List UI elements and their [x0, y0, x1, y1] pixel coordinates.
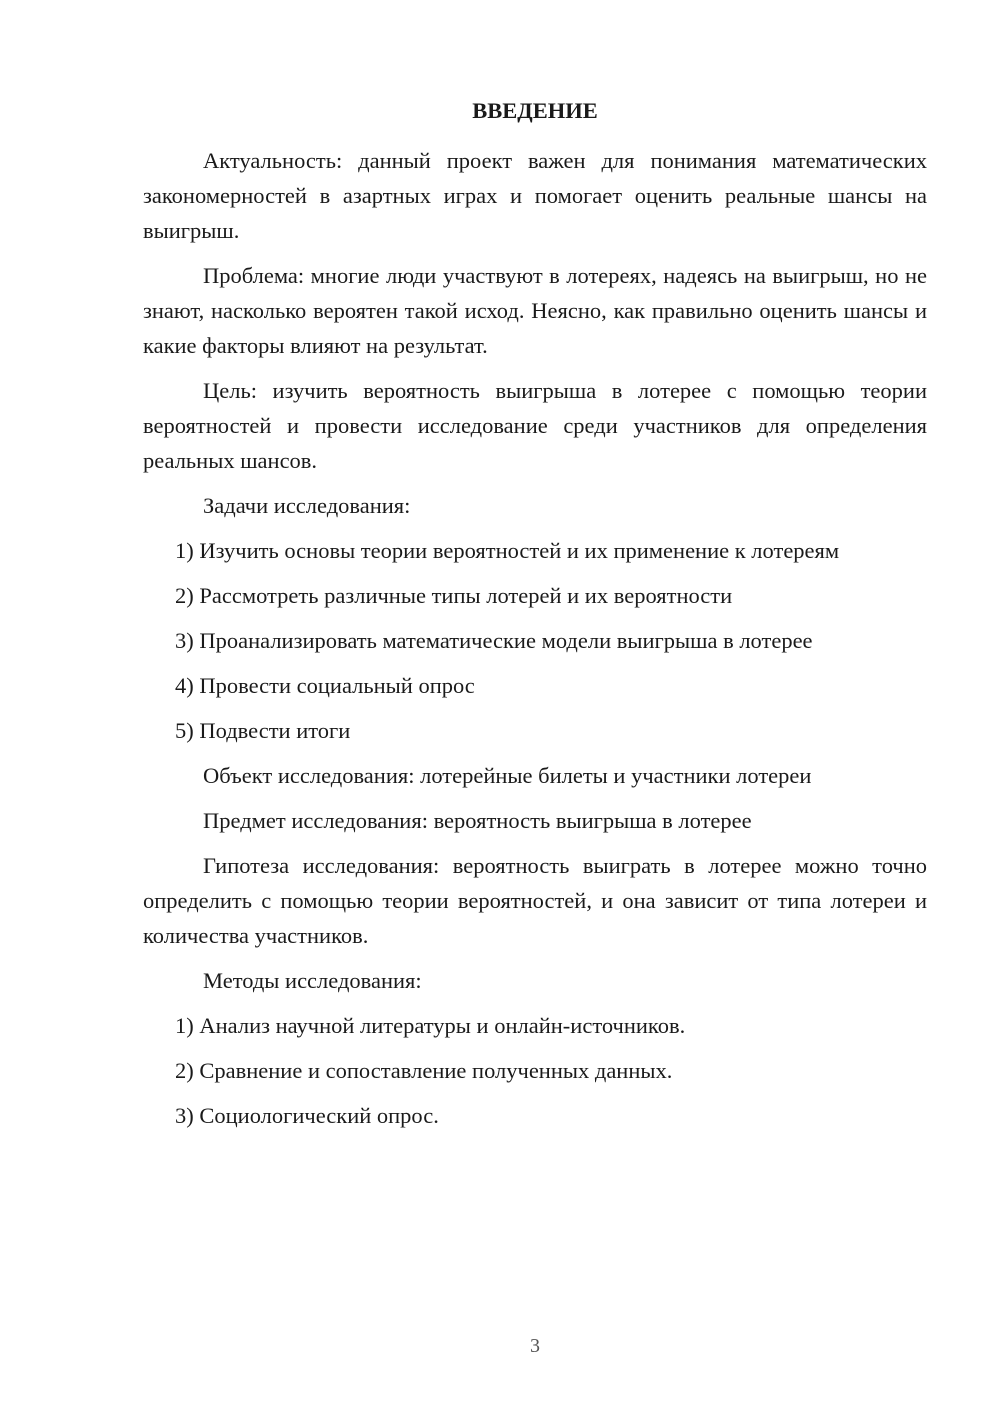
- list-item: 1) Изучить основы теории вероятностей и их применение к лотереям: [175, 538, 840, 563]
- list-item: 5) Подвести итоги: [175, 718, 351, 743]
- list-item: 4) Провести социальный опрос: [175, 673, 475, 698]
- methods-list: [143, 1008, 927, 1133]
- page-number: 3: [530, 1335, 540, 1357]
- list-item: 2) Рассмотреть различные типы лотерей и их вероятности: [175, 583, 733, 608]
- problem-paragraph: Проблема: многие люди участвуют в лотереях, надеясь на выигрыш, но не знают, насколько вероятен такой исход. Неясно, как правильно оценить шансы и какие факторы влияют на результат.: [143, 263, 927, 358]
- list-item: 3) Социологический опрос.: [175, 1103, 439, 1128]
- tasks-title: Задачи исследования:: [203, 493, 411, 518]
- page-content: [143, 97, 927, 1143]
- tasks-list: [143, 533, 927, 748]
- object-line: Объект исследования: лотерейные билеты и участники лотереи: [203, 763, 812, 788]
- list-item: 3) Проанализировать математические модели выигрыша в лотерее: [175, 628, 813, 653]
- methods-title: Методы исследования:: [203, 968, 422, 993]
- section-heading: ВВЕДЕНИЕ: [472, 98, 598, 123]
- goal-paragraph: Цель: изучить вероятность выигрыша в лотерее с помощью теории вероятностей и провести исследование среди участников для определения реальных шансов.: [143, 378, 927, 473]
- list-item: 1) Анализ научной литературы и онлайн-источников.: [175, 1013, 686, 1038]
- hypothesis-paragraph: Гипотеза исследования: вероятность выиграть в лотерее можно точно определить с помощью теории вероятностей, и она зависит от типа лотереи и количества участников.: [143, 853, 927, 948]
- relevance-paragraph: Актуальность: данный проект важен для понимания математических закономерностей в азартных играх и помогает оценить реальные шансы на выигрыш.: [143, 148, 927, 243]
- list-item: 2) Сравнение и сопоставление полученных данных.: [175, 1058, 673, 1083]
- subject-line: Предмет исследования: вероятность выигрыша в лотерее: [203, 808, 752, 833]
